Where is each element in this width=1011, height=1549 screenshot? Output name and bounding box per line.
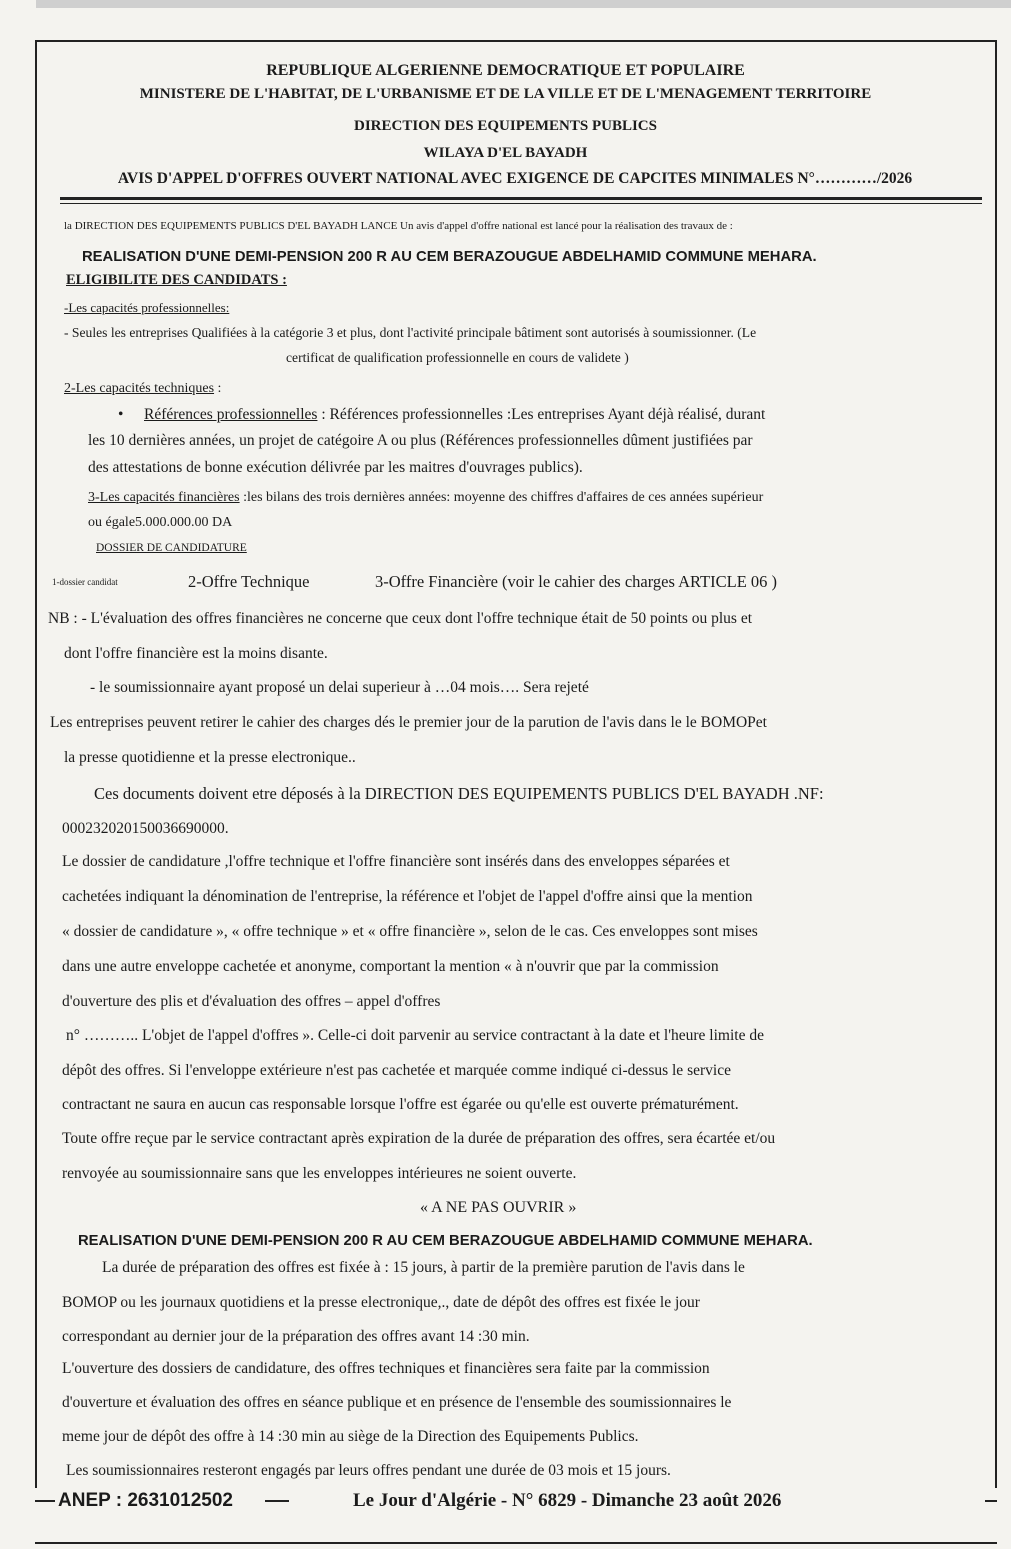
body-p3h: contractant ne saura en aucun cas responsable lorsque l'offre est égarée ou qu'elle est ouverte prématurément. [62,1096,739,1113]
tech-bullet: • [118,406,124,423]
footer-dash-left [35,1500,55,1502]
body-p3d: dans une autre enveloppe cachetée et anonyme, comportant la mention « à n'ouvrir que par la commission [62,958,719,975]
prof-capacity-text-1: - Seules les entreprises Qualifiées à la catégorie 3 et plus, dont l'activité principale bâtiment sont autorisés à soumissionner. (Le [64,325,757,340]
dossier-heading: DOSSIER DE CANDIDATURE [96,542,247,554]
body-p3j: renvoyée au soumissionnaire sans que les enveloppes intérieures ne soient ouverte. [62,1165,577,1182]
body-p5a: L'ouverture des dossiers de candidature, des offres techniques et financières sera faite par la commission [62,1360,710,1377]
project-title: REALISATION D'UNE DEMI-PENSION 200 R AU CEM BERAZOUGUE ABDELHAMID COMMUNE MEHARA. [82,249,817,265]
footer-anep: ANEP : 2631012502 [58,1490,233,1511]
body-p4b: BOMOP ou les journaux quotidiens et la presse electronique,., date de dépôt des offres est fixée le jour [62,1294,700,1311]
body-p3b: cachetées indiquant la dénomination de l'entreprise, la référence et l'objet de l'appel d'offre ainsi que la mention [62,888,753,905]
eligibility-heading: ELIGIBILITE DES CANDIDATS : [66,272,287,288]
prof-capacity-heading: -Les capacités professionnelles: [64,300,230,315]
project-title-repeat: REALISATION D'UNE DEMI-PENSION 200 R AU CEM BERAZOUGUE ABDELHAMID COMMUNE MEHARA. [78,1233,813,1249]
nb-line-1: NB : - L'évaluation des offres financières ne concerne que ceux dont l'offre technique était de 50 points ou plus et [48,610,753,627]
body-p3g: dépôt des offres. Si l'enveloppe extérieure n'est pas cachetée et marquée comme indiqué ci-dessus le service [62,1062,731,1079]
body-p1b: la presse quotidienne et la presse electronique.. [64,749,356,766]
header-rule-thin [60,203,982,204]
nb-line-3: - le soumissionnaire ayant proposé un delai superieur à …04 mois…. Sera rejeté [90,679,589,696]
tech-text-2: les 10 dernières années, un projet de catégoire A ou plus (Références professionnelles dûment justifiées par [88,432,753,449]
body-p3f: n° ……….. L'objet de l'appel d'offres ». Celle-ci doit parvenir au service contractant à la date et l'heure limite de [66,1027,764,1044]
offer-item-2: 2-Offre Technique [188,572,310,591]
offer-item-3: 3-Offre Financière (voir le cahier des charges ARTICLE 06 ) [375,572,778,591]
body-p3c: « dossier de candidature », « offre technique » et « offre financière », selon de le cas. Ces enveloppes sont mises [62,923,758,940]
body-p3e: d'ouverture des plis et d'évaluation des offres – appel d'offres [62,993,441,1010]
tech-text-3: des attestations de bonne exécution délivrée par les maitres d'ouvrages publics). [88,459,583,476]
body-p1a: Les entreprises peuvent retirer le cahier des charges dés le premier jour de la parution de l'avis dans le le BOMOPet [50,714,767,731]
footer-dash-right [985,1500,997,1502]
tech-ref-label: Références professionnelles [144,406,318,423]
fin-capacity-text-2: ou égale5.000.000.00 DA [88,515,233,530]
tech-ref-text: : Références professionnelles :Les entreprises Ayant déjà réalisé, durant [317,406,766,423]
header-ministry: MINISTERE DE L'HABITAT, DE L'URBANISME ET DE LA VILLE ET DE L'MENAGEMENT TERRITOIRE [139,86,872,102]
body-p5c: meme jour de dépôt des offre à 14 :30 min au siège de la Direction des Equipements Publics. [62,1428,639,1445]
header-republic: REPUBLIQUE ALGERIENNE DEMOCRATIQUE ET POPULAIRE [266,62,745,79]
nb-line-2: dont l'offre financière est la moins disante. [64,645,328,662]
notice-title: AVIS D'APPEL D'OFFRES OUVERT NATIONAL AVEC EXIGENCE DE CAPCITES MINIMALES N°…………/2026 [117,170,913,187]
prof-capacity-text-2: certificat de qualification professionnelle en cours de validete ) [286,350,629,365]
tech-capacity-heading: 2-Les capacités techniques [64,381,215,396]
body-p3a: Le dossier de candidature ,l'offre technique et l'offre financière sont insérés dans des enveloppes séparées et [62,853,730,870]
fin-capacity-line [88,490,763,506]
tech-capacity-colon: : [214,381,222,396]
body-p4c: correspondant au dernier jour de la préparation des offres avant 14 :30 min. [62,1328,530,1345]
body-p2b: 000232020150036690000. [62,820,229,837]
tech-capacity-line [64,381,221,397]
intro-text: la DIRECTION DES EQUIPEMENTS PUBLICS D'EL BAYADH LANCE Un avis d'appel d'offre national est lancé pour la réalisation des travaux de : [64,220,733,232]
offer-item-1: 1-dossier candidat [52,577,118,587]
footer-newspaper: Le Jour d'Algérie - N° 6829 - Dimanche 23 août 2026 [353,1490,782,1511]
body-p4a: La durée de préparation des offres est fixée à : 15 jours, à partir de la première parution de l'avis dans le [102,1259,745,1276]
body-p3i: Toute offre reçue par le service contractant après expiration de la durée de préparation des offres, sera écartée et/ou [62,1130,776,1147]
scan-top-band [36,0,1011,8]
tech-ref-line [144,406,765,424]
bottom-frame-rule [35,1542,997,1544]
footer-dash-mid [265,1500,289,1502]
header-rule-thick [60,197,982,200]
body-p5b: d'ouverture et évaluation des offres en séance publique et en présence de l'ensemble des soumissionnaires le [62,1394,732,1411]
do-not-open-label: « A NE PAS OUVRIR » [420,1199,577,1216]
header-wilaya: WILAYA D'EL BAYADH [423,145,588,161]
header-direction: DIRECTION DES EQUIPEMENTS PUBLICS [354,118,657,134]
body-p6: Les soumissionnaires resteront engagés par leurs offres pendant une durée de 03 mois et 15 jours. [66,1462,671,1479]
fin-capacity-text-1: :les bilans des trois dernières années: moyenne des chiffres d'affaires de ces années supérieur [239,490,764,505]
fin-capacity-heading: 3-Les capacités financières [88,490,240,505]
body-p2a: Ces documents doivent etre déposés à la DIRECTION DES EQUIPEMENTS PUBLICS D'EL BAYADH .NF: [94,784,824,803]
